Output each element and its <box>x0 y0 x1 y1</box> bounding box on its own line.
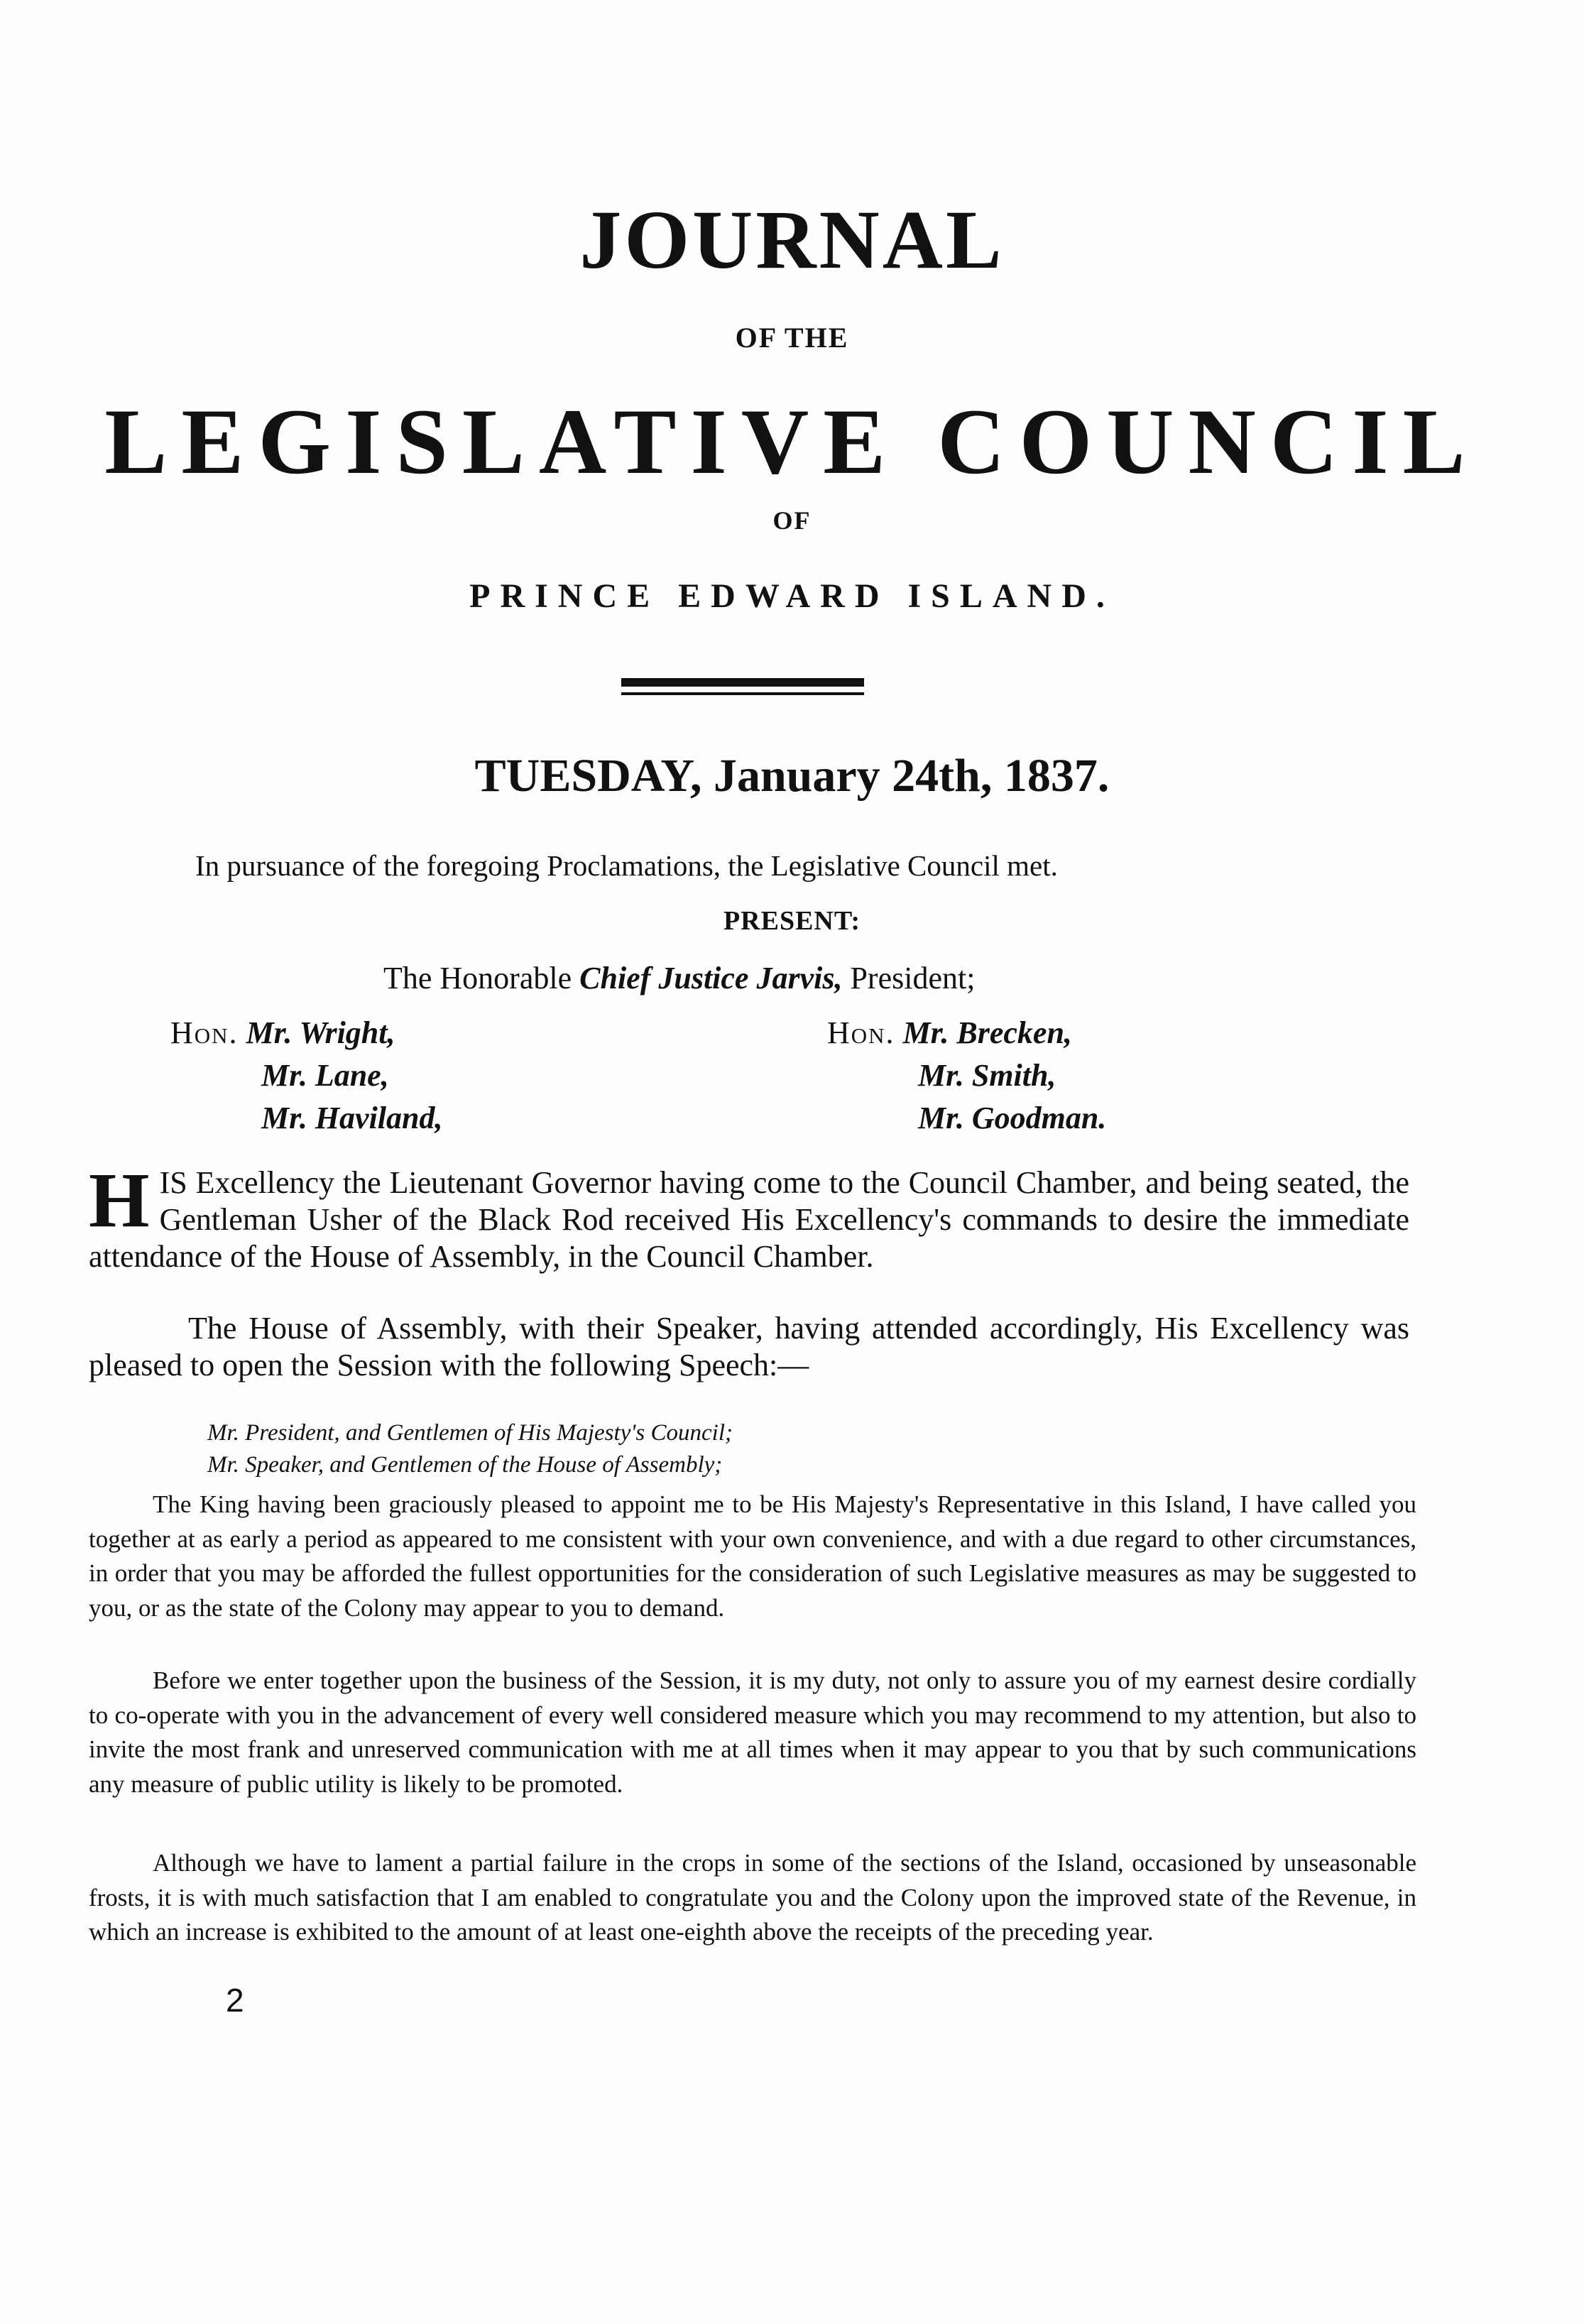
member-name: Mr. Goodman. <box>918 1101 1107 1135</box>
of-the-label: OF THE <box>735 322 849 354</box>
member-name: Mr. Wright, <box>246 1015 395 1050</box>
member-name: Mr. Haviland, <box>261 1101 443 1135</box>
presiding-role: President; <box>850 961 976 995</box>
speech-paragraph: The King having been graciously pleased to appoint me to be His Majesty's Representative in this Island, I have called you together at as early a period as appeared to me consistent with your own convenience, and with a due regard to other circumstances, in order that you may be afforded the fullest opportunities for the consideration of such Legislative measures as may be suggested to you, or as the state of the Colony may appear to you to demand. <box>89 1490 1416 1622</box>
attendance-paragraph: The House of Assembly, with their Speaker, having attended accordingly, His Excellency was pleased to open the Session with the following Speech:— <box>89 1311 1409 1382</box>
hon-label: Hon. <box>170 1015 239 1050</box>
drop-cap: H <box>89 1157 150 1243</box>
province-title: PRINCE EDWARD ISLAND. <box>469 577 1115 615</box>
members-right-column <box>827 1012 1106 1140</box>
opening-line: In pursuance of the foregoing Proclamations, the Legislative Council met. <box>195 849 1058 882</box>
speech-paragraph: Although we have to lament a partial failure in the crops in some of the sections of the Island, occasioned by unseasonable frosts, it is with much satisfaction that I am enabled to congratulate you and the Colony upon the improved state of the Revenue, in which an increase is exhibited to the amount of at least one-eighth above the receipts of the preceding year. <box>89 1849 1416 1946</box>
member-entry <box>170 1012 443 1054</box>
session-date: TUESDAY, January 24th, 1837. <box>474 750 1110 802</box>
member-entry <box>827 1097 1106 1140</box>
presiding-prefix: The Honorable <box>383 961 572 995</box>
member-entry <box>170 1054 443 1097</box>
members-left-column <box>170 1012 443 1140</box>
speech-paragraph: Before we enter together upon the business of the Session, it is my duty, not only to assure you of my earnest desire cordially to co-operate with you in the advancement of every well considered measure which you may recommend to my attention, but also to invite the most frank and unreserved communication with me at all times when it may appear to you that by such communications any measure of public utility is likely to be promoted. <box>89 1666 1416 1798</box>
member-entry <box>827 1054 1106 1097</box>
of-label: OF <box>772 506 812 535</box>
opening-paragraph <box>89 1157 1409 1275</box>
member-name: Mr. Brecken, <box>902 1015 1072 1050</box>
hon-label: Hon. <box>827 1015 895 1050</box>
title-rule-thin <box>621 692 864 695</box>
member-entry <box>170 1097 443 1140</box>
opening-paragraph-text: IS Excellency the Lieutenant Governor having come to the Council Chamber, and being seated, the Gentleman Usher of the Black Rod received His Excellency's commands to desire the immediate attendance of the House of Assembly, in the Council Chamber. <box>89 1165 1409 1274</box>
member-name: Mr. Smith, <box>918 1058 1056 1093</box>
journal-title: JOURNAL <box>579 193 1005 286</box>
speech-address-council: Mr. President, and Gentlemen of His Majesty's Council; <box>207 1420 733 1446</box>
title-rule-thick <box>621 678 864 687</box>
council-title: LEGISLATIVE COUNCIL <box>104 389 1480 493</box>
member-entry <box>827 1012 1106 1054</box>
present-heading: PRESENT: <box>723 906 861 936</box>
member-name: Mr. Lane, <box>261 1058 389 1093</box>
presiding-name: Chief Justice Jarvis, <box>579 961 843 995</box>
speech-address-assembly: Mr. Speaker, and Gentlemen of the House of Assembly; <box>207 1452 723 1478</box>
folio-mark: 2 <box>226 1982 244 2019</box>
presiding-officer <box>383 960 975 996</box>
